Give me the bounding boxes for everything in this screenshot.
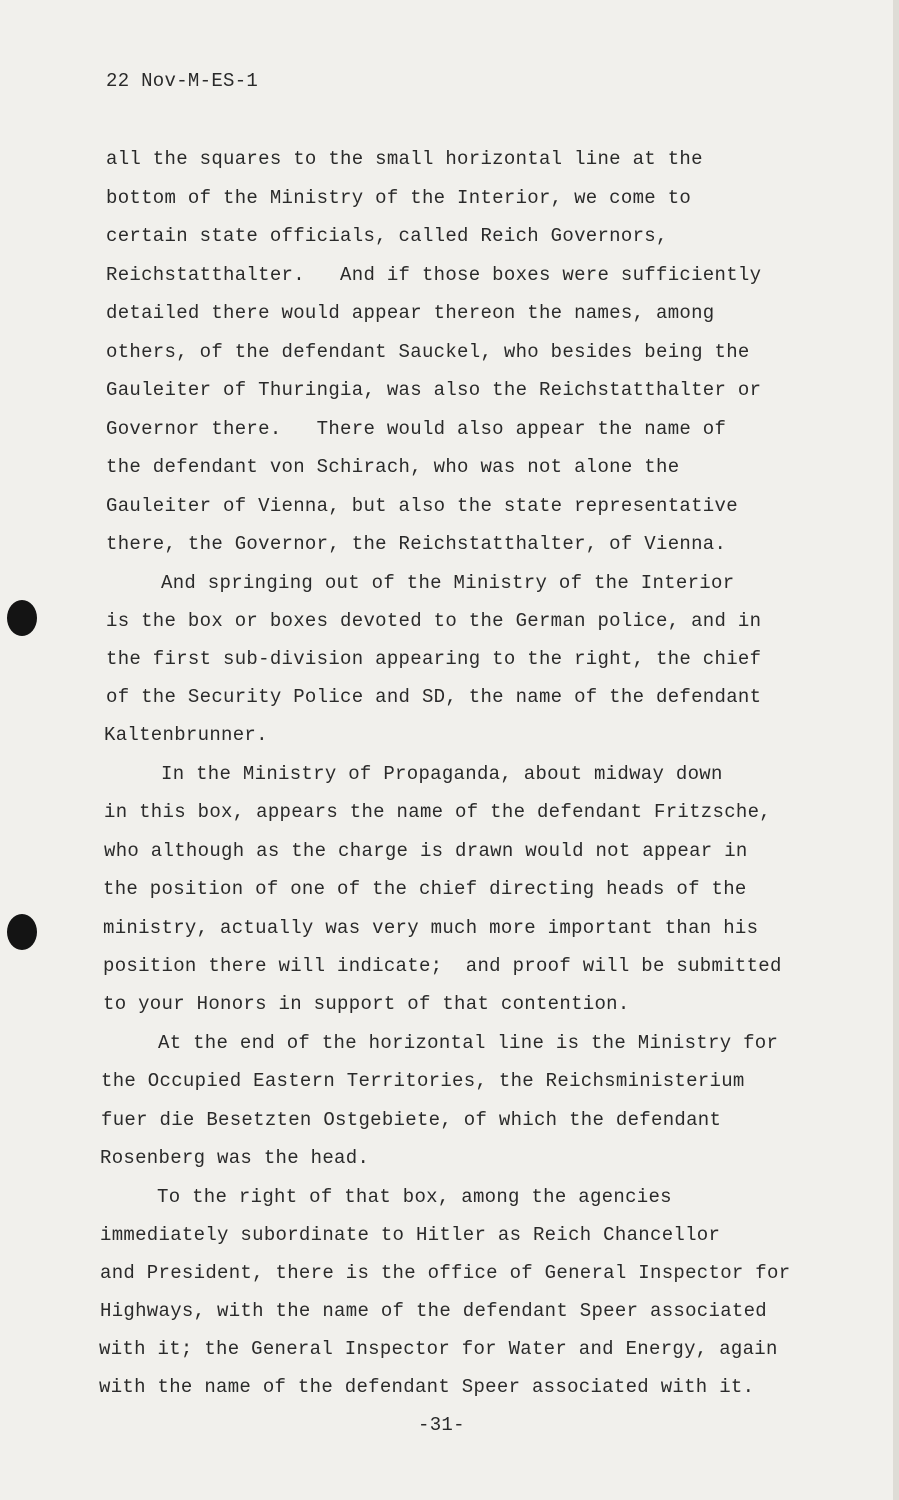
text-line: Governor there. There would also appear the name of <box>106 418 727 440</box>
text-line: and President, there is the office of General Inspector for <box>100 1262 791 1284</box>
text-line: the Occupied Eastern Territories, the Reichsministerium <box>101 1070 745 1092</box>
text-line: ministry, actually was very much more important than his <box>103 917 759 939</box>
punch-hole <box>7 914 37 950</box>
text-line: Reichstatthalter. And if those boxes were sufficiently <box>106 264 762 286</box>
text-line: the position of one of the chief directing heads of the <box>103 878 747 900</box>
page-number: -31- <box>418 1414 465 1436</box>
text-line: bottom of the Ministry of the Interior, we come to <box>106 187 692 209</box>
text-line: the first sub-division appearing to the right, the chief <box>106 648 762 670</box>
text-line: who although as the charge is drawn would not appear in <box>104 840 748 862</box>
text-line: certain state officials, called Reich Governors, <box>106 225 668 247</box>
text-line: fuer die Besetzten Ostgebiete, of which the defendant <box>101 1109 722 1131</box>
text-line: all the squares to the small horizontal line at the <box>106 148 703 170</box>
text-line: with the name of the defendant Speer associated with it. <box>99 1376 755 1398</box>
text-line: is the box or boxes devoted to the German police, and in <box>106 610 762 632</box>
text-line: To the right of that box, among the agencies <box>157 1186 672 1208</box>
text-line: the defendant von Schirach, who was not alone the <box>106 456 680 478</box>
text-line: others, of the defendant Sauckel, who besides being the <box>106 341 750 363</box>
text-line: position there will indicate; and proof will be submitted <box>103 955 782 977</box>
text-line: In the Ministry of Propaganda, about midway down <box>161 763 723 785</box>
text-line: to your Honors in support of that contention. <box>103 993 630 1015</box>
text-line: Rosenberg was the head. <box>100 1147 370 1169</box>
text-line: And springing out of the Ministry of the Interior <box>161 572 735 594</box>
text-line: with it; the General Inspector for Water and Energy, again <box>99 1338 778 1360</box>
text-line: Highways, with the name of the defendant Speer associated <box>100 1300 768 1322</box>
text-line: detailed there would appear thereon the names, among <box>106 302 715 324</box>
text-line: there, the Governor, the Reichstatthalter, of Vienna. <box>106 533 727 555</box>
page-edge <box>893 0 899 1500</box>
text-line: Gauleiter of Vienna, but also the state representative <box>106 495 738 517</box>
text-line: Kaltenbrunner. <box>104 724 268 746</box>
text-line: Gauleiter of Thuringia, was also the Reichstatthalter or <box>106 379 762 401</box>
text-line: of the Security Police and SD, the name of the defendant <box>106 686 762 708</box>
text-line: immediately subordinate to Hitler as Reich Chancellor <box>100 1224 721 1246</box>
punch-hole <box>7 600 37 636</box>
document-header: 22 Nov-M-ES-1 <box>106 70 259 92</box>
text-line: At the end of the horizontal line is the Ministry for <box>158 1032 779 1054</box>
text-line: in this box, appears the name of the defendant Fritzsche, <box>104 801 772 823</box>
